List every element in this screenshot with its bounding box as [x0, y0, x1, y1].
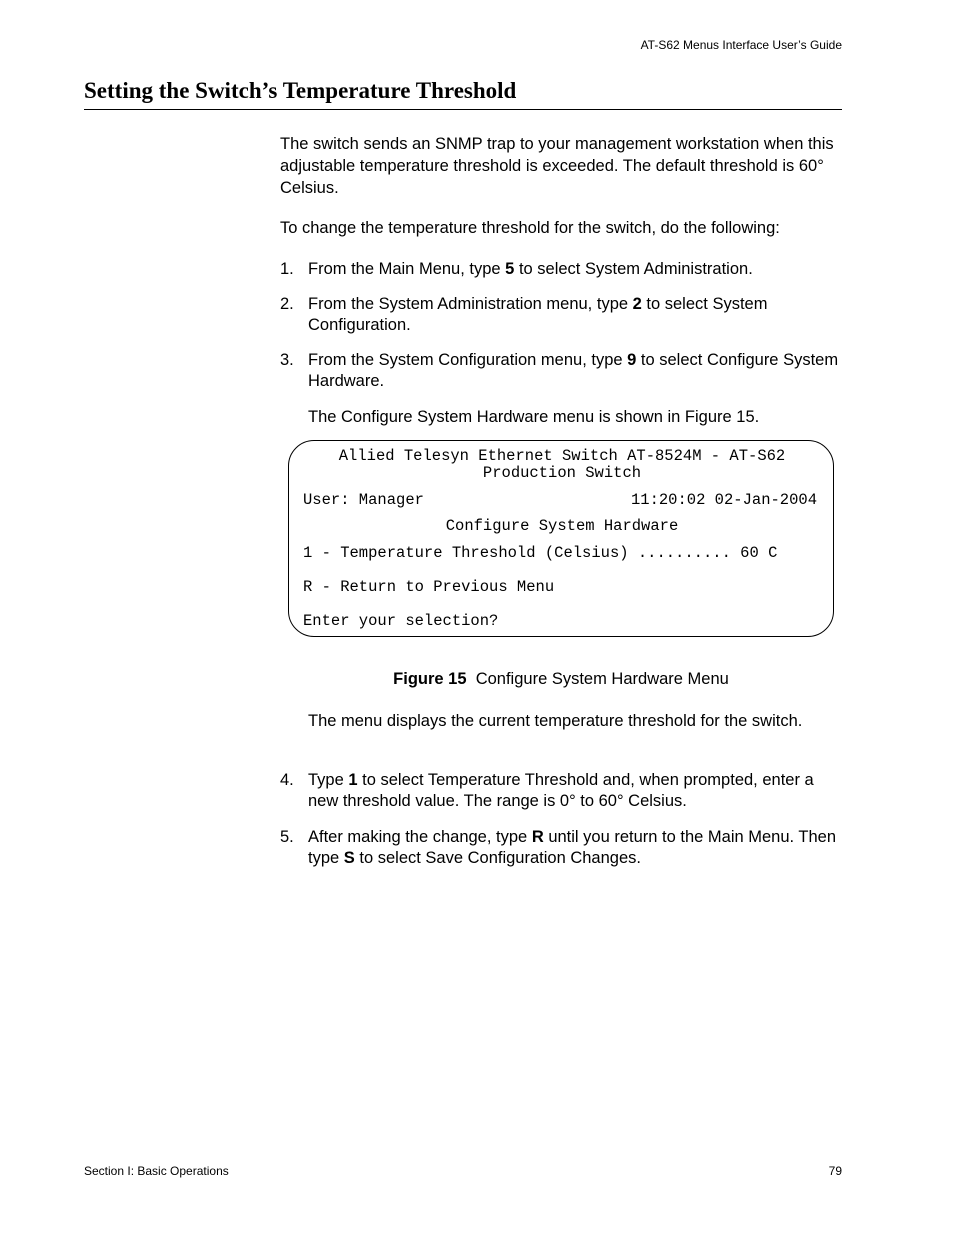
terminal-title-line2: Production Switch: [482, 464, 642, 482]
after-figure-paragraph: The menu displays the current temperature threshold for the switch.: [308, 712, 803, 730]
step-number: 4.: [280, 771, 294, 789]
instruction-paragraph: To change the temperature threshold for the switch, do the following:: [280, 219, 780, 237]
step-4: 4. Type 1 to select Temperature Threshold and, when prompted, enter a new threshold value. The range is 0° to 60° Celsius.: [280, 771, 814, 810]
terminal-menu-title: Configure System Hardware: [445, 517, 679, 535]
key-9: 9: [627, 351, 637, 369]
terminal-option-1: 1 - Temperature Threshold (Celsius) .......... 60 C: [303, 544, 778, 562]
terminal-screen: [288, 440, 834, 637]
key-2: 2: [632, 295, 642, 313]
terminal-title-line1: Allied Telesyn Ethernet Switch AT-8524M - AT-S62: [338, 447, 786, 465]
step-2: 2. From the System Administration menu, type 2 to select System Configuration.: [280, 295, 768, 334]
step-number: 1.: [280, 260, 294, 278]
step-number: 3.: [280, 351, 294, 369]
section-title: Setting the Switch’s Temperature Threshold: [84, 78, 517, 103]
terminal-datetime: 11:20:02 02-Jan-2004: [630, 491, 817, 509]
intro-paragraph: The switch sends an SNMP trap to your management workstation when this adjustable temperature threshold is exceeded. The default threshold is 60° Celsius.: [280, 135, 834, 197]
terminal-option-r: R - Return to Previous Menu: [303, 578, 555, 596]
footer-section: Section I: Basic Operations: [84, 1164, 229, 1178]
step-3: 3. From the System Configuration menu, type 9 to select Configure System Hardware.: [280, 351, 839, 390]
key-5: 5: [505, 260, 515, 278]
running-header: AT-S62 Menus Interface User’s Guide: [640, 38, 842, 52]
key-1: 1: [348, 771, 358, 789]
terminal-user: User: Manager: [303, 491, 424, 509]
page-number: 79: [828, 1164, 842, 1178]
step-5: 5. After making the change, type R until you return to the Main Menu. Then type S to select Save Configuration Changes.: [280, 828, 837, 867]
step-1: 1. From the Main Menu, type 5 to select System Administration.: [280, 260, 753, 278]
step-number: 5.: [280, 828, 294, 846]
terminal-prompt: Enter your selection?: [303, 612, 499, 630]
figure-caption: [280, 670, 842, 689]
step-number: 2.: [280, 295, 294, 313]
step3-note: The Configure System Hardware menu is shown in Figure 15.: [308, 408, 760, 426]
figure-caption-text: Configure System Hardware Menu: [475, 670, 729, 688]
key-r: R: [531, 828, 544, 846]
title-rule: [84, 109, 842, 110]
figure-label: Figure 15: [393, 670, 467, 688]
key-s: S: [343, 849, 355, 867]
